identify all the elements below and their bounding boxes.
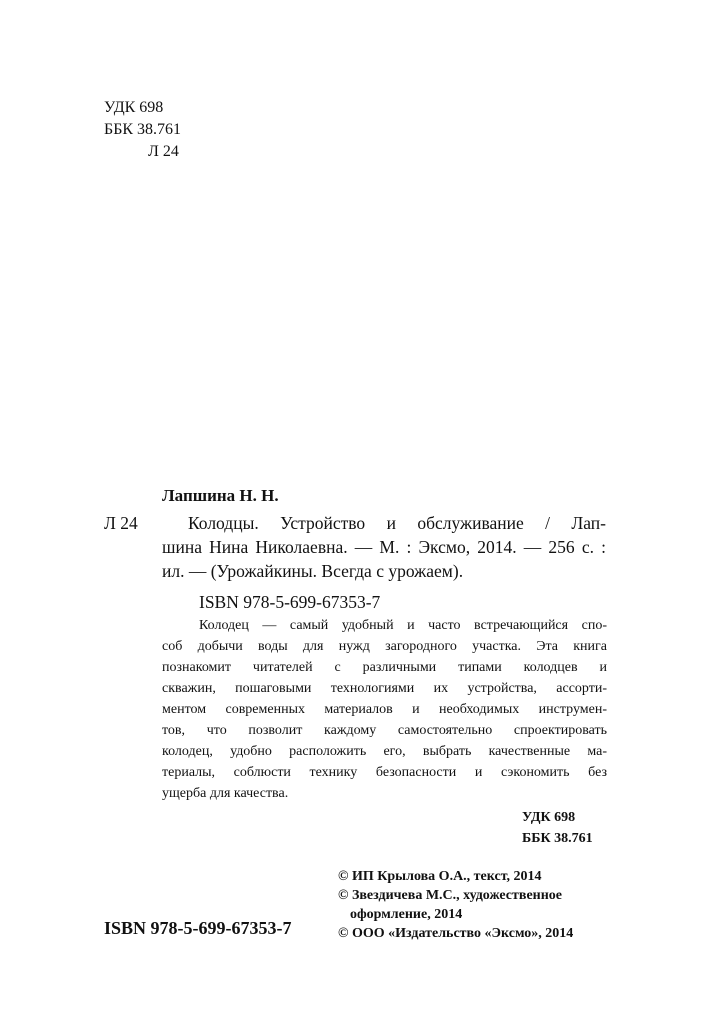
- footer-isbn: ISBN 978-5-699-67353-7: [104, 918, 292, 938]
- bib-isbn: ISBN 978-5-699-67353-7: [199, 592, 381, 612]
- annotation-line-4: скважин, пошаговыми технологиями их устройства, ассорти-: [162, 681, 607, 696]
- annotation-line-8: териалы, соблюсти технику безопасности и сэкономить без: [162, 765, 607, 780]
- bib-line-1: Колодцы. Устройство и обслуживание / Лап-: [188, 513, 606, 533]
- annotation-line-6: тов, что позволит каждому самостоятельно спроектировать: [162, 723, 607, 738]
- copyright-line-2: © Звездичева М.С., художественное: [338, 888, 563, 903]
- annotation-line-2: соб добычи воды для нужд загородного участка. Эта книга: [162, 639, 607, 654]
- author-mark-top: Л 24: [148, 143, 179, 160]
- copyright-line-3: оформление, 2014: [350, 907, 463, 922]
- annotation-udk: УДК 698: [522, 810, 576, 825]
- annotation-line-3: познакомит читателей с различными типами колодцев и: [162, 660, 607, 675]
- annotation-line-9: ущерба для качества.: [162, 786, 289, 801]
- bib-line-2: шина Нина Николаевна. — М. : Эксмо, 2014. — 256 с. :: [162, 537, 606, 557]
- author-heading: Лапшина Н. Н.: [162, 486, 279, 505]
- annotation-line-7: колодец, удобно расположить его, выбрать качественные ма-: [162, 744, 607, 759]
- copyright-line-4: © ООО «Издательство «Эксмо», 2014: [338, 926, 574, 941]
- bbk-code: ББК 38.761: [104, 121, 182, 138]
- udk-code: УДК 698: [104, 99, 164, 116]
- annotation-bbk: ББК 38.761: [522, 831, 593, 846]
- annotation-line-5: ментом современных материалов и необходимых инструмен-: [162, 702, 607, 717]
- bib-line-3: ил. — (Урожайкины. Всегда с урожаем).: [162, 561, 464, 581]
- copyright-line-1: © ИП Крылова О.А., текст, 2014: [338, 869, 542, 884]
- annotation-line-1: Колодец — самый удобный и часто встречающийся спо-: [199, 618, 607, 633]
- author-mark: Л 24: [104, 513, 138, 533]
